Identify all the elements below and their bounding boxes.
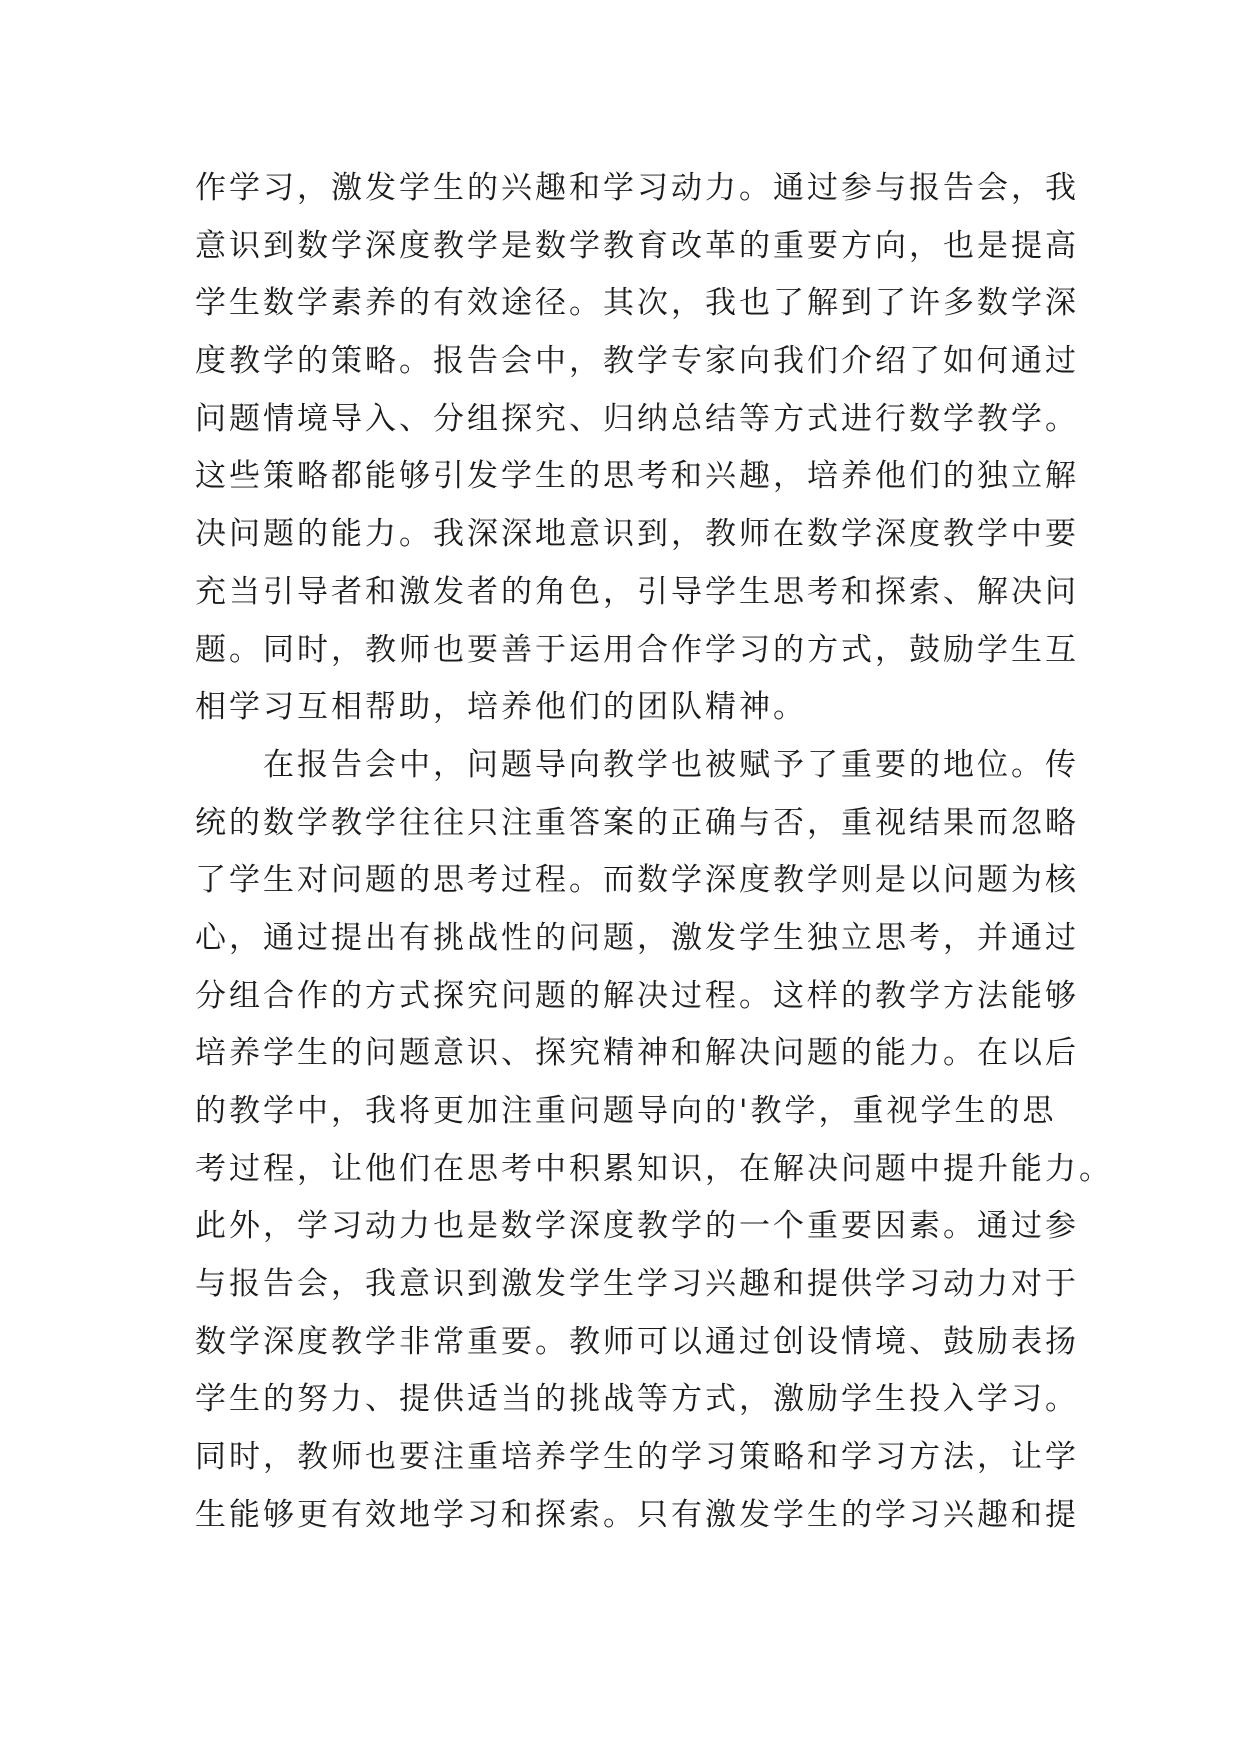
text-line: 统的数学教学往往只注重答案的正确与否，重视结果而忽略 xyxy=(195,804,1079,841)
text-line: 与报告会，我意识到激发学生学习兴趣和提供学习动力对于 xyxy=(195,1266,1079,1303)
text-line: 同时，教师也要注重培养学生的学习策略和学习方法，让学 xyxy=(195,1439,1079,1476)
text-line: 学生数学素养的有效途径。其次，我也了解到了许多数学深 xyxy=(195,285,1079,322)
text-line: 在报告会中，问题导向教学也被赋予了重要的地位。传 xyxy=(195,746,1079,783)
text-line: 数学深度教学非常重要。教师可以通过创设情境、鼓励表扬 xyxy=(195,1323,1079,1360)
text-line: 作学习，激发学生的兴趣和学习动力。通过参与报告会，我 xyxy=(195,170,1079,206)
text-line: 学生的努力、提供适当的挑战等方式，激励学生投入学习。 xyxy=(195,1381,1079,1418)
text-line: 意识到数学深度教学是数学教育改革的重要方向，也是提高 xyxy=(195,227,1079,264)
text-line: 问题情境导入、分组探究、归纳总结等方式进行数学教学。 xyxy=(195,400,1079,437)
text-line: 生能够更有效地学习和探索。只有激发学生的学习兴趣和提 xyxy=(195,1496,1079,1533)
text-line: 此外，学习动力也是数学深度教学的一个重要因素。通过参 xyxy=(195,1208,1079,1245)
text-line: 这些策略都能够引发学生的思考和兴趣，培养他们的独立解 xyxy=(195,458,1079,495)
text-line: 题。同时，教师也要善于运用合作学习的方式，鼓励学生互 xyxy=(195,631,1079,668)
text-line: 心，通过提出有挑战性的问题，激发学生独立思考，并通过 xyxy=(195,919,1079,956)
text-line: 考过程，让他们在思考中积累知识，在解决问题中提升能力。 xyxy=(195,1150,1113,1187)
text-line: 的教学中，我将更加注重问题导向的'教学，重视学生的思 xyxy=(195,1093,1057,1129)
text-line: 决问题的能力。我深深地意识到，教师在数学深度教学中要 xyxy=(195,516,1079,553)
body-text xyxy=(195,160,1113,1545)
text-line: 充当引导者和激发者的角色，引导学生思考和探索、解决问 xyxy=(195,573,1079,610)
text-line: 度教学的策略。报告会中，教学专家向我们介绍了如何通过 xyxy=(195,343,1079,380)
text-line: 了学生对问题的思考过程。而数学深度教学则是以问题为核 xyxy=(195,862,1079,899)
text-line: 相学习互相帮助，培养他们的团队精神。 xyxy=(195,689,807,726)
text-line: 分组合作的方式探究问题的解决过程。这样的教学方法能够 xyxy=(195,977,1079,1014)
text-line: 培养学生的问题意识、探究精神和解决问题的能力。在以后 xyxy=(195,1035,1079,1072)
